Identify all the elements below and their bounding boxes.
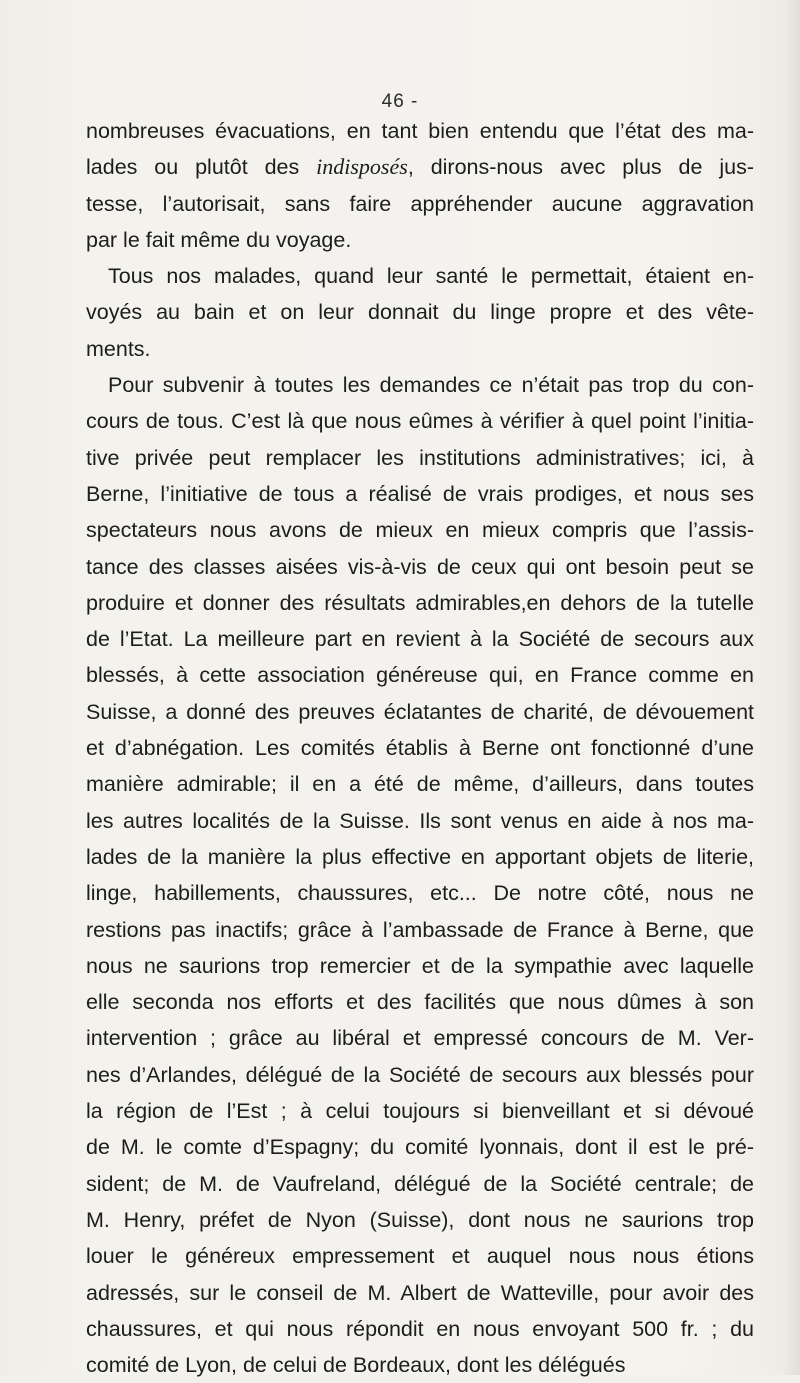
text-segment: cours de tous. C’est là que nous eûmes à vérifier à quel point l’initia- <box>86 409 754 434</box>
text-line <box>86 1202 754 1238</box>
text-line <box>86 694 754 730</box>
page-edge-shadow <box>782 0 800 1375</box>
text-line <box>86 331 754 367</box>
text-line <box>86 1238 754 1274</box>
text-line <box>86 440 754 476</box>
text-line <box>86 657 754 693</box>
text-segment: spectateurs nous avons de mieux en mieux compris que l’assis- <box>86 518 754 543</box>
page-number: 46 - <box>381 91 419 112</box>
text-segment: tance des classes aisées vis-à-vis de ceux qui ont besoin peut se <box>86 554 754 579</box>
text-segment: elle seconda nos efforts et des facilités que nous dûmes à son <box>86 990 754 1015</box>
text-segment: de M. le comte d’Espagny; du comité lyonnais, dont il est le pré- <box>86 1135 754 1160</box>
text-line <box>86 621 754 657</box>
text-segment: et d’abnégation. Les comités établis à Berne ont fonctionné d’une <box>86 736 754 761</box>
text-segment: manière admirable; il en a été de même, d’ailleurs, dans toutes <box>86 772 754 797</box>
text-line <box>86 1057 754 1093</box>
text-segment: tesse, l’autorisait, sans faire appréhender aucune aggravation <box>86 191 754 216</box>
text-line <box>86 948 754 984</box>
text-line <box>86 149 754 185</box>
text-segment: Suisse, a donné des preuves éclatantes de charité, de dévouement <box>86 699 754 724</box>
text-line <box>86 403 754 439</box>
text-segment: tive privée peut remplacer les institutions administratives; ici, à <box>86 445 754 470</box>
text-line <box>86 1275 754 1311</box>
text-segment: nous ne saurions trop remercier et de la sympathie avec laquelle <box>86 953 754 978</box>
text-segment: nes d’Arlandes, délégué de la Société de secours aux blessés pour <box>86 1062 754 1087</box>
text-segment: lades de la manière la plus effective en apportant objets de literie, <box>86 844 754 869</box>
text-line <box>86 549 754 585</box>
text-segment: adressés, sur le conseil de M. Albert de Watteville, pour avoir des <box>86 1280 754 1305</box>
text-segment: sident; de M. de Vaufreland, délégué de la Société centrale; de <box>86 1171 754 1196</box>
text-line <box>86 476 754 512</box>
text-line <box>86 258 754 294</box>
text-segment: restions pas inactifs; grâce à l’ambassade de France à Berne, que <box>86 917 754 942</box>
text-line <box>86 1347 754 1383</box>
text-line <box>86 1311 754 1347</box>
text-line <box>86 1166 754 1202</box>
text-line <box>86 512 754 548</box>
text-line <box>86 113 754 149</box>
text-segment: chaussures, et qui nous répondit en nous envoyant 500 fr. ; du <box>86 1316 754 1341</box>
text-line <box>86 730 754 766</box>
text-segment: lades ou plutôt des <box>86 155 317 180</box>
text-segment: louer le généreux empressement et auquel nous nous étions <box>86 1244 754 1269</box>
text-segment: blessés, à cette association généreuse qui, en France comme en <box>86 663 754 688</box>
text-line <box>86 803 754 839</box>
text-segment: produire et donner des résultats admirables,en dehors de la tutelle <box>86 590 754 615</box>
text-line <box>86 585 754 621</box>
text-segment: , dirons-nous avec plus de jus- <box>407 155 755 180</box>
text-line <box>86 839 754 875</box>
text-line <box>86 1093 754 1129</box>
text-segment: les autres localités de la Suisse. Ils sont venus en aide à nos ma- <box>86 808 754 833</box>
text-line <box>86 1020 754 1056</box>
text-segment: Pour subvenir à toutes les demandes ce n’était pas trop du con- <box>108 373 754 398</box>
text-line <box>86 367 754 403</box>
text-line <box>86 766 754 802</box>
text-line <box>86 875 754 911</box>
text-segment: la région de l’Est ; à celui toujours si bienveillant et si dévoué <box>86 1099 754 1124</box>
text-line <box>86 222 754 258</box>
text-segment: de l’Etat. La meilleure part en revient à la Société de secours aux <box>86 627 754 652</box>
text-segment: comité de Lyon, de celui de Bordeaux, dont les délégués <box>86 1353 626 1378</box>
text-segment: par le fait même du voyage. <box>86 227 352 252</box>
text-segment: linge, habillements, chaussures, etc... De notre côté, nous ne <box>86 881 754 906</box>
text-segment: intervention ; grâce au libéral et empressé concours de M. Ver- <box>86 1026 754 1051</box>
text-line <box>86 186 754 222</box>
text-segment: Berne, l’initiative de tous a réalisé de vrais prodiges, et nous ses <box>86 481 754 506</box>
text-segment: ments. <box>86 336 151 361</box>
italic-text: indisposés <box>316 154 408 180</box>
text-line <box>86 912 754 948</box>
text-line <box>86 984 754 1020</box>
text-segment: Tous nos malades, quand leur santé le permettait, étaient en- <box>108 264 754 289</box>
text-segment: voyés au bain et on leur donnait du linge propre et des vête- <box>86 300 754 325</box>
body-text <box>86 113 754 1383</box>
text-segment: nombreuses évacuations, en tant bien entendu que l’état des ma- <box>86 119 754 143</box>
text-line <box>86 294 754 330</box>
text-segment: M. Henry, préfet de Nyon (Suisse), dont nous ne saurions trop <box>86 1207 754 1232</box>
text-line <box>86 1129 754 1165</box>
